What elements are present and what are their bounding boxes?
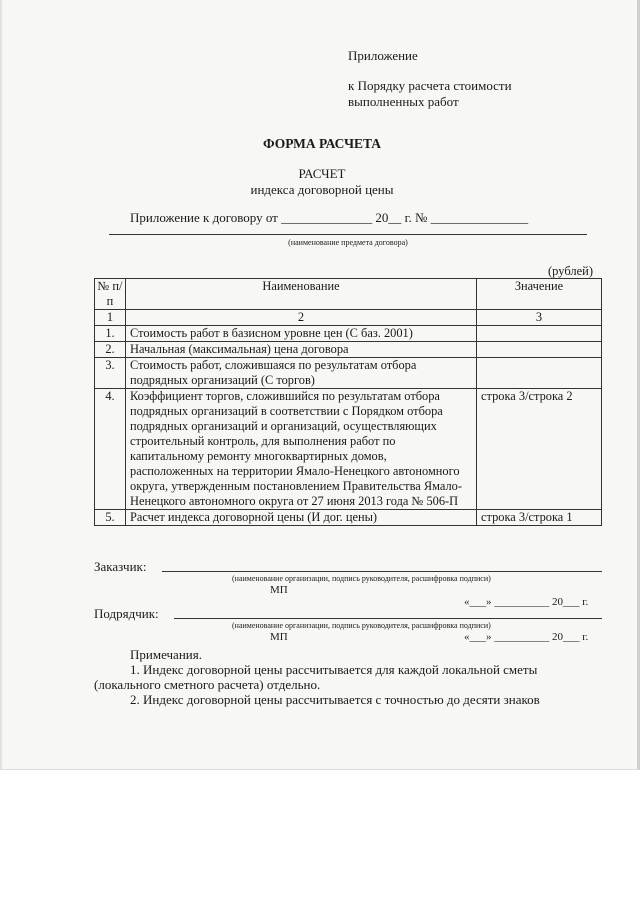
row-number: 2. bbox=[95, 342, 126, 358]
contract-subject-underline bbox=[109, 234, 587, 235]
customer-signature-caption: (наименование организации, подпись руководителя, расшифровка подписи) bbox=[232, 574, 491, 583]
table-row bbox=[95, 326, 602, 342]
row-number: 4. bbox=[95, 389, 126, 510]
row-name: Коэффициент торгов, сложившийся по результатам отбора подрядных организаций в соответствии с Порядком отбора подрядных организаций и организаций, осуществляющих строительный контроль, для выполнения работ по капитальному ремонту многоквартирных домов, расположенных на территории Ямало-Ненецкого автономного округа, утвержденным постановлением Правительства Ямало-Ненецкого автономного округа от 27 июня 2013 года № 506-П bbox=[126, 389, 477, 510]
table-row bbox=[95, 342, 602, 358]
appendix-label: Приложение bbox=[348, 48, 418, 63]
customer-seal-mark: МП bbox=[270, 584, 288, 596]
table-row bbox=[95, 510, 602, 526]
row-value bbox=[477, 326, 602, 342]
table-header-row bbox=[95, 279, 602, 310]
customer-signature-line bbox=[162, 571, 602, 572]
contractor-signature-caption: (наименование организации, подпись руководителя, расшифровка подписи) bbox=[232, 621, 491, 630]
row-value: строка 3/строка 1 bbox=[477, 510, 602, 526]
column-header-number: № п/п bbox=[95, 279, 126, 310]
row-number: 3. bbox=[95, 358, 126, 389]
customer-label: Заказчик: bbox=[94, 559, 147, 574]
row-name: Стоимость работ, сложившаяся по результатам отбора подрядных организаций (С торгов) bbox=[126, 358, 477, 389]
calculation-subtitle: индекса договорной цены bbox=[250, 182, 394, 197]
index-cell: 3 bbox=[477, 310, 602, 326]
notes-heading: Примечания. bbox=[130, 647, 202, 662]
currency-note: (рублей) bbox=[548, 264, 594, 278]
row-name: Начальная (максимальная) цена договора bbox=[126, 342, 477, 358]
contractor-signature-line bbox=[174, 618, 602, 619]
row-name: Стоимость работ в базисном уровне цен (С баз. 2001) bbox=[126, 326, 477, 342]
row-number: 5. bbox=[95, 510, 126, 526]
table-row bbox=[95, 389, 602, 510]
note-1-line-2: (локального сметного расчета) отдельно. bbox=[94, 677, 321, 692]
table-index-row bbox=[95, 310, 602, 326]
index-cell: 2 bbox=[126, 310, 477, 326]
contract-subject-caption: (наименование предмета договора) bbox=[288, 238, 408, 247]
column-header-value: Значение bbox=[477, 279, 602, 310]
calculation-table bbox=[94, 278, 602, 526]
row-number: 1. bbox=[95, 326, 126, 342]
row-name: Расчет индекса договорной цены (И дог. цены) bbox=[126, 510, 477, 526]
row-value bbox=[477, 358, 602, 389]
contractor-seal-mark: МП bbox=[270, 631, 288, 643]
note-1-line-1: 1. Индекс договорной цены рассчитывается для каждой локальной сметы bbox=[130, 662, 538, 677]
contract-reference-line: Приложение к договору от ______________ 20__ г. № _______________ bbox=[130, 210, 529, 225]
form-title: ФОРМА РАСЧЕТА bbox=[262, 136, 382, 151]
appendix-order-line-2: выполненных работ bbox=[348, 94, 459, 109]
row-value bbox=[477, 342, 602, 358]
customer-date-field: «___» __________ 20___ г. bbox=[464, 596, 589, 608]
row-value: строка 3/строка 2 bbox=[477, 389, 602, 510]
note-2: 2. Индекс договорной цены рассчитывается с точностью до десяти знаков bbox=[130, 692, 540, 707]
contractor-date-field: «___» __________ 20___ г. bbox=[464, 631, 589, 643]
appendix-order-line-1: к Порядку расчета стоимости bbox=[348, 78, 512, 93]
column-header-name: Наименование bbox=[126, 279, 477, 310]
index-cell: 1 bbox=[95, 310, 126, 326]
contractor-label: Подрядчик: bbox=[94, 606, 159, 621]
calculation-title: РАСЧЕТ bbox=[298, 166, 346, 181]
table-row bbox=[95, 358, 602, 389]
